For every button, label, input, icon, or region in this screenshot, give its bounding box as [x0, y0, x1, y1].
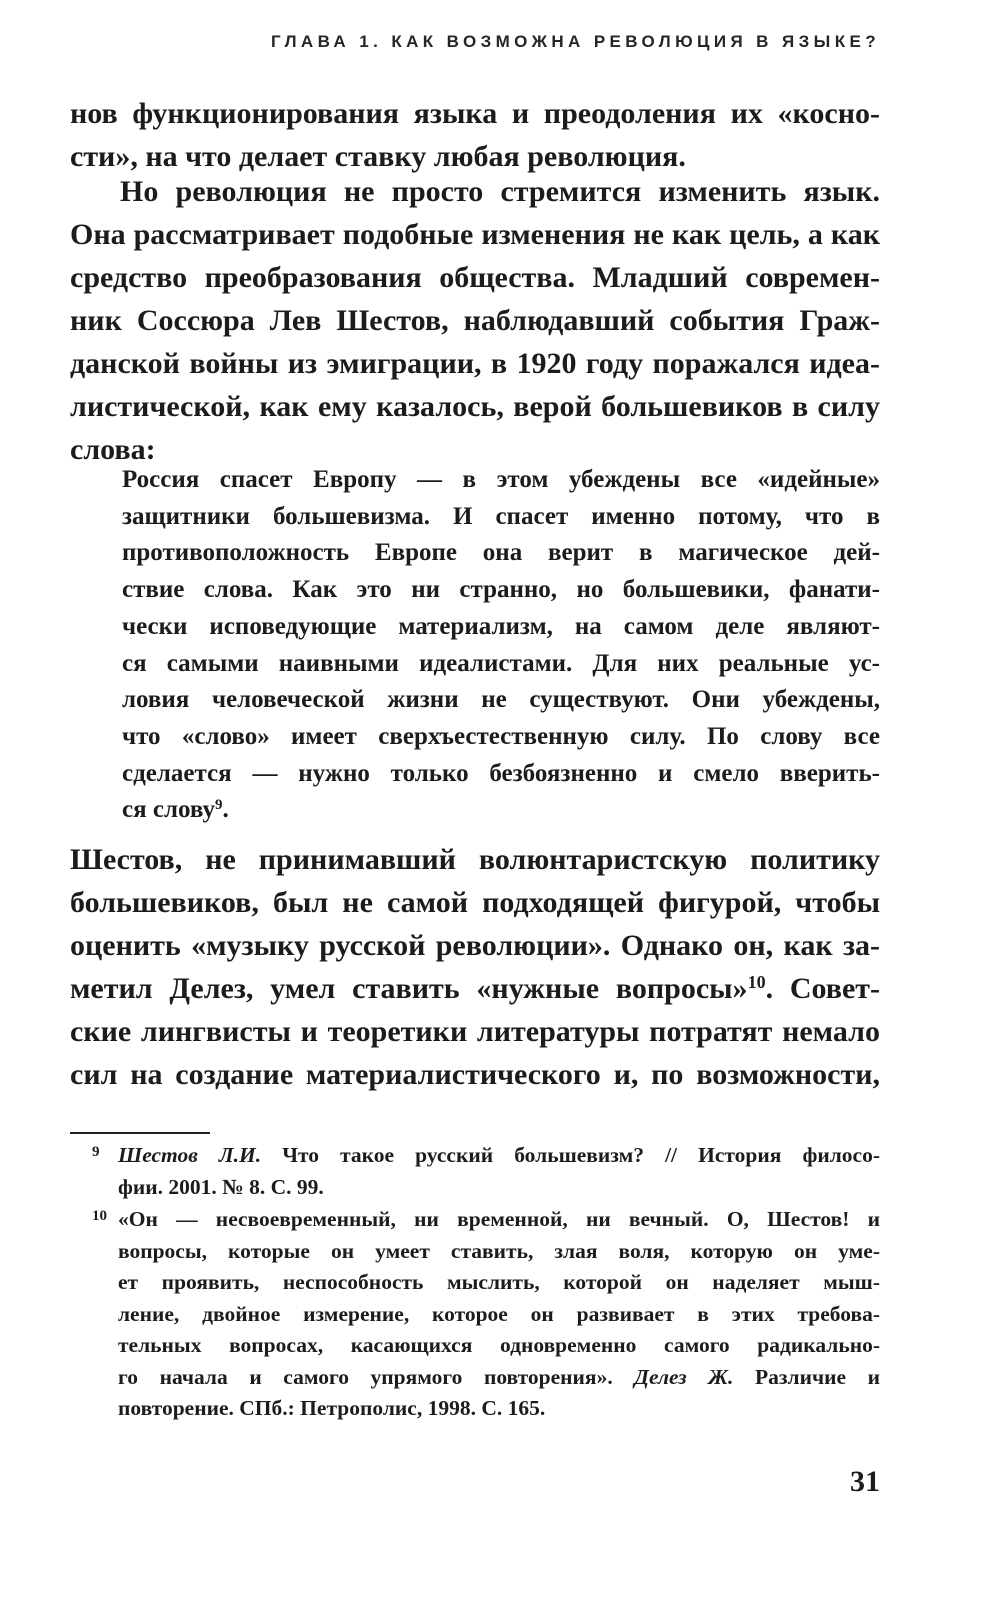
- text-segment: метил Делез, умел ставить «нужные вопросы»: [70, 972, 748, 1005]
- quote-line: ловия человеческой жизни не существуют. Они убеждены,: [122, 686, 880, 714]
- quote-line: ся самыми наивными идеалистами. Для них реальные ус-: [122, 649, 880, 677]
- quote-punctuation: .: [222, 796, 229, 824]
- quote-line: что «слово» имеет сверхъестественную силу. По слову все: [122, 722, 880, 750]
- footnote-line: «Он — несвоевременный, ни временной, ни вечный. О, Шестов! и: [118, 1207, 880, 1231]
- text-line: сти», на что делает ставку любая революция.: [70, 140, 686, 173]
- footnote-text: Что такое русский большевизм? // История филосо-: [261, 1143, 880, 1167]
- text-line: слова:: [70, 433, 156, 466]
- quote-line: чески исповедующие материализм, на самом деле являют-: [122, 612, 880, 640]
- text-line: ские лингвисты и теоретики литературы потратят немало: [70, 1015, 880, 1048]
- text-line: листической, как ему казалось, верой большевиков в силу: [70, 390, 880, 423]
- footnote-author: Шестов Л.И.: [118, 1143, 262, 1167]
- quote-line: ствие слова. Как это ни странно, но большевики, фанати-: [122, 576, 880, 604]
- quote-line: защитники большевизма. И спасет именно потому, что в: [122, 502, 880, 530]
- running-head: ГЛАВА 1. КАК ВОЗМОЖНА РЕВОЛЮЦИЯ В ЯЗЫКЕ?: [270, 32, 880, 51]
- footnote-line: ет проявить, неспособность мыслить, которой он наделяет мыш-: [118, 1270, 880, 1294]
- text-line: [70, 967, 880, 1010]
- text-line: Но революция не просто стремится изменить язык.: [120, 175, 880, 208]
- footnote-line: повторение. СПб.: Петрополис, 1998. С. 165.: [118, 1396, 546, 1420]
- quote-line: [122, 792, 880, 829]
- paragraph-revolution-language: [70, 170, 880, 471]
- quote-line: сделается — нужно только безбоязненно и смело вверить-: [122, 759, 880, 787]
- footnote-body: [118, 1204, 880, 1425]
- text-line: сил на создание материалистического и, по возможности,: [70, 1058, 880, 1091]
- text-line: Она рассматривает подобные изменения не как цель, а как: [70, 218, 880, 251]
- paragraph-continuation: [70, 92, 880, 178]
- footnote-number: 9: [92, 1144, 100, 1160]
- footnote-ref-9[interactable]: 9: [215, 797, 223, 814]
- footnote-line: ление, двойное измерение, которое он развивает в этих требова-: [118, 1301, 880, 1326]
- text-line: данской войны из эмиграции, в 1920 году поражался идеа-: [70, 347, 880, 380]
- footnote-text: Различие и: [733, 1364, 880, 1389]
- quote-line: Россия спасет Европу — в этом убеждены все «идейные»: [122, 466, 880, 493]
- text-line: средство преобразования общества. Младший современ-: [70, 261, 880, 294]
- text-line: Шестов, не принимавший волюнтаристскую политику: [70, 843, 880, 876]
- text-line: большевиков, был не самой подходящей фигурой, чтобы: [70, 886, 880, 919]
- text-line: оценить «музыку русской революции». Однако он, как за-: [70, 929, 880, 962]
- footnote-line: тельных вопросах, касающихся одновременно самого радикально-: [118, 1333, 880, 1357]
- footnote-author: Делез Ж.: [634, 1364, 734, 1389]
- quote-text: ся слову: [122, 796, 216, 824]
- footnote-number: 10: [92, 1208, 107, 1224]
- text-segment: . Совет-: [765, 972, 880, 1005]
- footnote-line: вопросы, которые он умеет ставить, злая воля, которую он уме-: [118, 1238, 880, 1263]
- text-line: ник Соссюра Лев Шестов, наблюдавший события Граж-: [70, 304, 880, 337]
- footnote-line: фии. 2001. № 8. С. 99.: [118, 1174, 324, 1199]
- footnote-line: [118, 1140, 880, 1172]
- text-line: нов функционирования языка и преодоления их «косно-: [70, 97, 880, 130]
- block-quote-shestov: [122, 462, 880, 829]
- footnote-10: [70, 1204, 880, 1425]
- footnote-line: [118, 1362, 880, 1394]
- footnote-separator: [70, 1132, 210, 1134]
- paragraph-shestov-deleuze: [70, 838, 880, 1096]
- footnote-text: го начала и самого упрямого повторения».: [118, 1364, 635, 1389]
- footnote-ref-10[interactable]: 10: [747, 972, 766, 993]
- page-number: 31: [850, 1465, 880, 1498]
- footnote-9: [70, 1140, 880, 1203]
- footnote-body: [118, 1140, 880, 1203]
- quote-line: противоположность Европе она верит в магическое дей-: [122, 539, 880, 567]
